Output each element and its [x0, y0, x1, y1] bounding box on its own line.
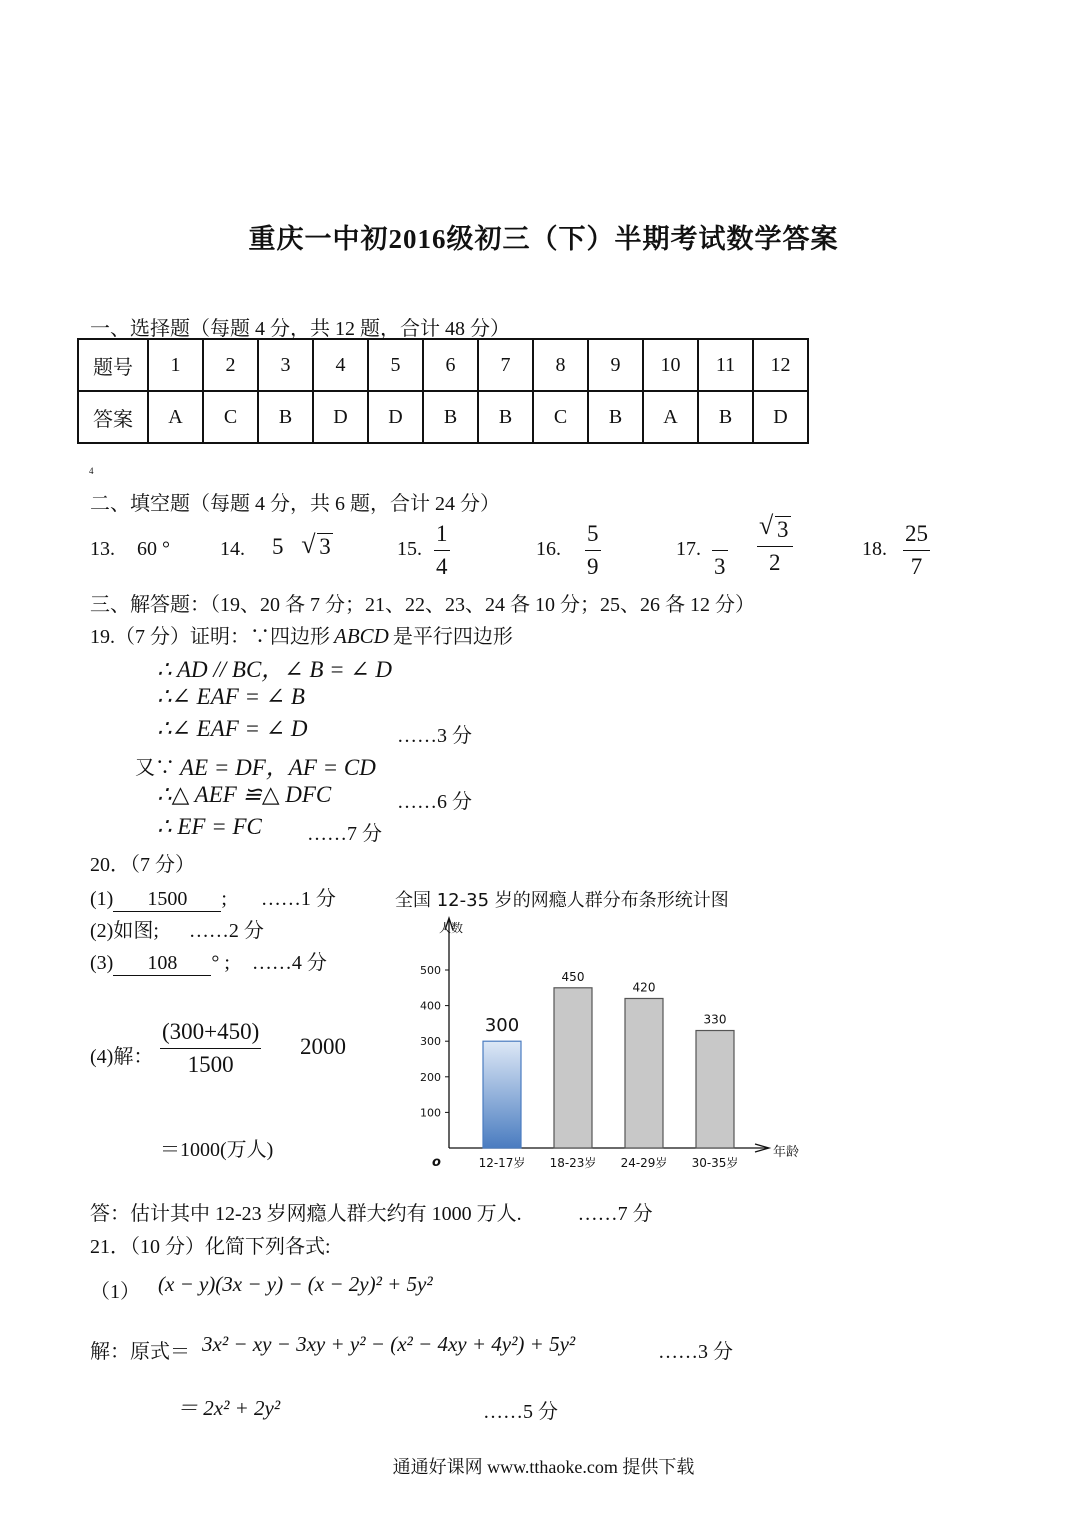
bar-value-label: 450	[561, 969, 585, 984]
bar-18-23岁	[554, 988, 592, 1148]
footer-source: 通通好课网 www.tthaoke.com 提供下载	[392, 1457, 695, 1477]
q20-part1: (1) 1500 ; ……1 分	[90, 888, 336, 910]
q21-solution-line2: ＝ 2x² + 2y²	[177, 1396, 281, 1420]
q19-header: 19.（7 分）证明：∵四边形 ABCD 是平行四边形	[90, 624, 513, 648]
q17-left-fraction	[712, 518, 728, 583]
table-row-label: 答案	[78, 391, 148, 443]
table-cell: C	[533, 391, 588, 443]
q15-label: 15.	[397, 538, 422, 560]
table-row-answers	[78, 391, 808, 443]
q17-label: 17.	[676, 538, 701, 560]
y-tick-label: 100	[420, 1106, 441, 1120]
q13-label: 13.	[90, 538, 115, 560]
q20-part4-denominator: 1500	[187, 1052, 234, 1077]
q19-shape-name: ABCD	[334, 624, 389, 648]
q21-part1-label: （1）	[90, 1281, 140, 1303]
table-cell: 8	[533, 339, 588, 391]
bar-value-label: 420	[632, 980, 656, 995]
q20-part3-answer: 108	[113, 952, 211, 976]
q20-part4-fraction	[160, 1016, 261, 1081]
q17-right-denominator: 2	[769, 550, 781, 575]
table-cell: A	[643, 391, 698, 443]
q19-line6: ∴ EF = FC	[157, 814, 262, 839]
q18-label: 18.	[862, 538, 887, 560]
x-tick-label: 12-17岁	[478, 1156, 526, 1170]
table-cell: 12	[753, 339, 808, 391]
q19-line4-prefix: 又∵	[135, 757, 175, 779]
y-tick-label: 200	[420, 1070, 441, 1084]
section1-heading: 一、选择题（每题 4 分，共 12 题，合计 48 分）	[90, 318, 510, 340]
q19-line3-score: ……3 分	[397, 725, 472, 747]
table-row-label: 题号	[78, 339, 148, 391]
q19-line4: AE = DF，AF = CD	[180, 755, 376, 780]
q19-line5-score: ……6 分	[397, 791, 472, 813]
table-cell: 6	[423, 339, 478, 391]
table-cell: 7	[478, 339, 533, 391]
bar-24-29岁	[625, 998, 663, 1148]
q14-answer	[272, 534, 333, 560]
q14-radicand: 3	[319, 534, 331, 559]
section2-heading: 二、填空题（每题 4 分，共 6 题，合计 24 分）	[90, 493, 500, 515]
q17-right-fraction	[757, 514, 793, 579]
table-cell: D	[753, 391, 808, 443]
q20-part3: (3) 108 ° ; ……4 分	[90, 952, 327, 974]
q19-line6-score: ……7 分	[307, 823, 382, 845]
q14-label: 14.	[220, 538, 245, 560]
q20-part2: (2)如图; ……2 分	[90, 920, 264, 942]
bar-30-35岁	[696, 1031, 734, 1148]
q21-solution-line1-score: ……3 分	[658, 1341, 733, 1363]
q19-line3: ∴∠ EAF = ∠ D	[157, 716, 308, 741]
q21-header: 21．（10 分）化简下列各式:	[90, 1236, 331, 1258]
q21-solution-line2-score: ……5 分	[483, 1401, 558, 1423]
q19-line5: ∴△ AEF ≌△ DFC	[157, 782, 332, 807]
q18-denominator: 7	[910, 554, 923, 579]
table-cell: B	[478, 391, 533, 443]
bar-12-17岁	[483, 1041, 521, 1148]
q20-part1-answer: 1500	[113, 888, 221, 912]
q21-solution-prefix: 解：原式＝	[90, 1341, 190, 1363]
q16-numerator: 5	[585, 518, 601, 551]
section3-heading: 三、解答题：（19、20 各 7 分；21、22、23、24 各 10 分；25、26 各 12 分）	[90, 594, 755, 616]
q15-denominator: 4	[436, 554, 448, 579]
origin-label: o	[432, 1155, 441, 1170]
q13-answer: 60 °	[137, 538, 170, 560]
q20-part4-label: (4)解：	[90, 1046, 154, 1068]
answer-table	[77, 338, 809, 444]
q20-part4-numerator: (300+450)	[160, 1016, 261, 1049]
sqrt-symbol	[301, 534, 333, 560]
q20-answer: 答：估计其中 12-23 岁网瘾人群大约有 1000 万人. ……7 分	[90, 1203, 653, 1225]
q16-denominator: 9	[587, 554, 599, 579]
bar-value-label: 300	[484, 1015, 520, 1037]
bar-chart	[385, 880, 815, 1180]
stray-mark: 4	[89, 466, 94, 476]
table-cell: 10	[643, 339, 698, 391]
q20-part4-result: ＝1000(万人)	[160, 1139, 274, 1161]
table-cell: D	[313, 391, 368, 443]
table-cell: 3	[258, 339, 313, 391]
table-row-numbers	[78, 339, 808, 391]
q20-part4-factor: 2000	[300, 1034, 346, 1059]
y-tick-label: 300	[420, 1035, 441, 1049]
y-tick-label: 400	[420, 999, 441, 1013]
table-cell: A	[148, 391, 203, 443]
q17-left-denominator: 3	[714, 554, 726, 579]
q14-coefficient: 5	[272, 534, 284, 559]
q21-solution-line1: 3x² − xy − 3xy + y² − (x² − 4xy + 4y²) + 5y²	[202, 1332, 576, 1356]
q19-line1: ∴ AD // BC，∠ B = ∠ D	[157, 657, 393, 682]
q15-fraction	[434, 518, 450, 583]
q21-part1-expression: (x − y)(3x − y) − (x − 2y)² + 5y²	[158, 1272, 433, 1296]
table-cell: C	[203, 391, 258, 443]
table-cell: 4	[313, 339, 368, 391]
table-cell: B	[698, 391, 753, 443]
table-cell: B	[258, 391, 313, 443]
q19-line2: ∴∠ EAF = ∠ B	[157, 684, 305, 709]
x-tick-label: 24-29岁	[620, 1156, 668, 1170]
q16-label: 16.	[536, 538, 561, 560]
q18-fraction	[903, 518, 930, 583]
table-cell: 1	[148, 339, 203, 391]
x-tick-label: 30-35岁	[691, 1156, 739, 1170]
table-cell: 5	[368, 339, 423, 391]
chart-title: 全国 12-35 岁的网瘾人群分布条形统计图	[395, 890, 729, 911]
q20-header: 20．（7 分）	[90, 854, 195, 876]
q15-numerator: 1	[434, 518, 450, 551]
page-title: 重庆一中初2016级初三（下）半期考试数学答案	[248, 224, 839, 254]
q17-radicand: 3	[777, 517, 789, 542]
table-cell: 9	[588, 339, 643, 391]
table-cell: B	[588, 391, 643, 443]
q16-fraction	[585, 518, 601, 583]
chart-plot-area	[420, 918, 769, 1170]
table-cell: 11	[698, 339, 753, 391]
table-cell: 2	[203, 339, 258, 391]
x-axis-label: 年龄	[773, 1145, 800, 1160]
table-cell: D	[368, 391, 423, 443]
y-tick-label: 500	[420, 964, 441, 977]
q18-numerator: 25	[903, 518, 930, 551]
sqrt-symbol	[759, 514, 791, 546]
bar-value-label: 330	[703, 1012, 727, 1027]
x-tick-label: 18-23岁	[549, 1156, 597, 1170]
table-cell: B	[423, 391, 478, 443]
y-axis-label: 人数	[439, 921, 464, 935]
